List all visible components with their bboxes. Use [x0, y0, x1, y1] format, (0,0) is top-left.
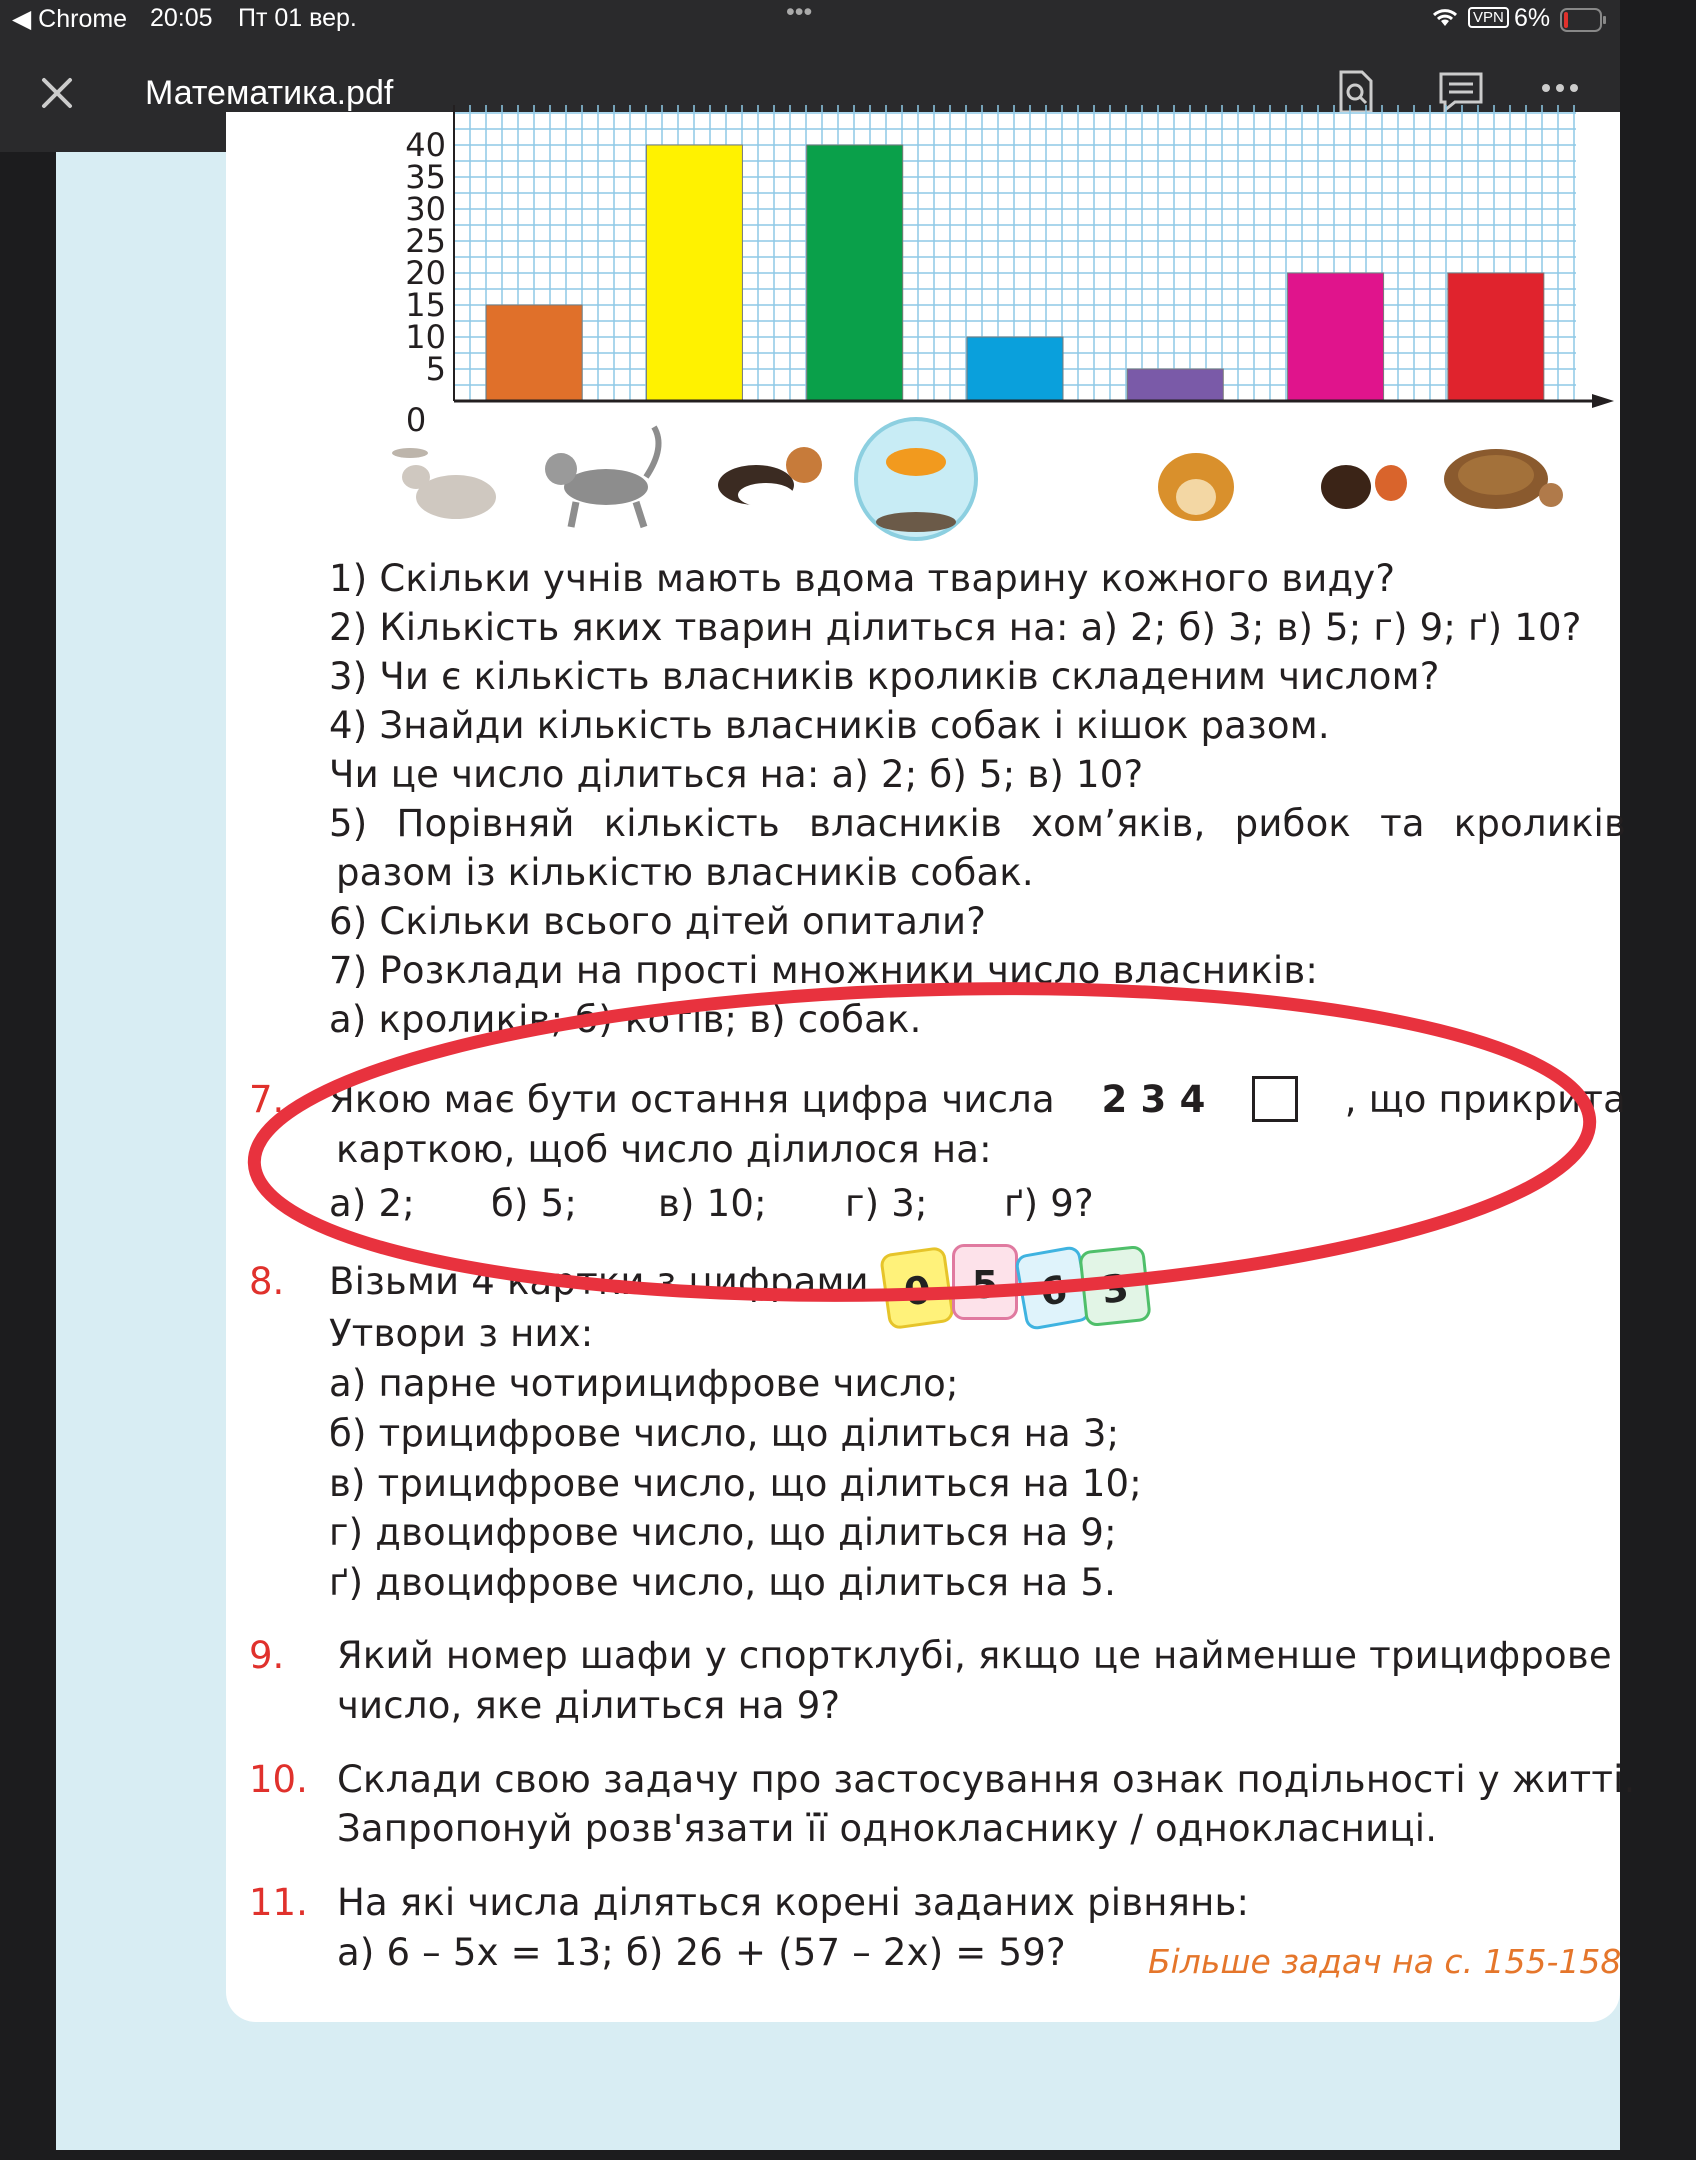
close-icon[interactable] — [36, 72, 78, 114]
pdf-page[interactable] — [56, 126, 1636, 2150]
question-1: 1) Скільки учнів мають вдома тварину кожного виду? — [329, 557, 1396, 600]
task-7-option-b: б) 5; — [491, 1182, 578, 1225]
task-8-item-c: в) трицифрове число, що ділиться на 10; — [329, 1462, 1142, 1505]
task-8-item-d: г) двоцифрове число, що ділиться на 9; — [329, 1511, 1117, 1554]
task-7-option-c: в) 10; — [658, 1182, 767, 1225]
task-10-number: 10. — [249, 1758, 308, 1801]
vpn-badge: VPN — [1468, 7, 1509, 28]
task-11-number: 11. — [249, 1881, 308, 1924]
task-8-line1: Візьми 4 картки з цифрами — [329, 1260, 869, 1303]
y-tick-label: 25 — [405, 222, 446, 260]
digit-card-3: 3 — [1078, 1245, 1152, 1327]
task-8-item-b: б) трицифрове число, що ділиться на 3; — [329, 1412, 1120, 1455]
status-date: Пт 01 вер. — [238, 4, 357, 32]
y-tick-label: 35 — [405, 158, 446, 196]
task-9-line1: Який номер шафи у спортклубі, якщо це найменше трицифрове — [337, 1634, 1612, 1677]
y-tick-label: 20 — [405, 254, 446, 292]
y-tick-label: 10 — [405, 318, 446, 356]
digit-card-0: 0 — [879, 1246, 955, 1330]
wifi-icon — [1430, 6, 1460, 35]
question-4-options: Чи це число ділиться на: а) 2; б) 5; в) 10? — [329, 753, 1144, 796]
task-10-line2: Запропонуй розв'язати її однокласнику / однокласниці. — [337, 1807, 1438, 1850]
y-tick-label: 40 — [405, 126, 446, 164]
task-7-text-b: , що прикрита — [1344, 1078, 1626, 1121]
task-10-line1: Склади свою задачу про застосування ознак подільності у житті. — [337, 1758, 1636, 1801]
question-3: 3) Чи є кількість власників кроликів складеним числом? — [329, 655, 1440, 698]
document-title: Математика.pdf — [145, 74, 394, 112]
task-7-option-d: г) 3; — [845, 1182, 928, 1225]
more-tasks-link: Більше задач на с. 155-158 — [1148, 1942, 1622, 1981]
task-7-number-234: 2 3 4 — [1101, 1078, 1206, 1121]
question-7-options: а) кроликів; б) котів; в) собак. — [329, 998, 922, 1041]
task-7-option-e: ґ) 9? — [1004, 1182, 1094, 1225]
task-8-item-e: ґ) двоцифрове число, що ділиться на 5. — [329, 1561, 1117, 1604]
task-11-line1: На які числа діляться корені заданих рівнянь: — [337, 1881, 1250, 1924]
task-9-number: 9. — [249, 1634, 285, 1677]
question-2: 2) Кількість яких тварин ділиться на: а) 2; б) 3; в) 5; г) 9; ґ) 10? — [329, 606, 1582, 649]
task-8-number: 8. — [249, 1260, 285, 1303]
task-7-text-a: Якою має бути остання цифра числа — [329, 1078, 1055, 1121]
task-9-line2: число, яке ділиться на 9? — [337, 1684, 841, 1727]
task-8-item-a: а) парне чотирицифрове число; — [329, 1362, 959, 1405]
task-8-line2: Утвори з них: — [329, 1312, 594, 1355]
question-6: 6) Скільки всього дітей опитали? — [329, 900, 987, 943]
document-search-icon[interactable] — [1336, 68, 1386, 118]
viewer-gutter — [0, 152, 56, 2160]
battery-icon — [1560, 8, 1608, 39]
y-tick-label: 0 — [405, 401, 427, 439]
question-5-line1: 5) Порівняй кількість власників хом’яків, рибок та кроликів — [329, 802, 1626, 845]
digit-card-6: 6 — [1014, 1245, 1092, 1331]
red-ellipse-annotation — [56, 152, 1620, 2150]
status-bar — [0, 0, 1620, 38]
y-tick-label: 30 — [405, 190, 446, 228]
task-7-line2: карткою, щоб число ділилося на: — [336, 1128, 992, 1171]
task-7-number: 7. — [249, 1078, 285, 1121]
question-7: 7) Розклади на прості множники число власників: — [329, 949, 1319, 992]
task-7-option-a: а) 2; — [329, 1182, 415, 1225]
question-4: 4) Знайди кількість власників собак і кішок разом. — [329, 704, 1330, 747]
y-tick-label: 15 — [405, 286, 446, 324]
status-time: 20:05 — [150, 4, 213, 32]
back-to-chrome-link[interactable]: ◀ Chrome — [12, 5, 128, 33]
battery-percent: 6% — [1514, 4, 1551, 32]
multitask-dots[interactable]: ••• — [786, 0, 813, 26]
task-11-line2: а) 6 – 5x = 13; б) 26 + (57 – 2x) = 59? — [337, 1931, 1066, 1974]
question-5-line2: разом із кількістю власників собак. — [336, 851, 1034, 894]
y-tick-label: 5 — [425, 350, 446, 388]
digit-card-5: 5 — [952, 1244, 1018, 1320]
